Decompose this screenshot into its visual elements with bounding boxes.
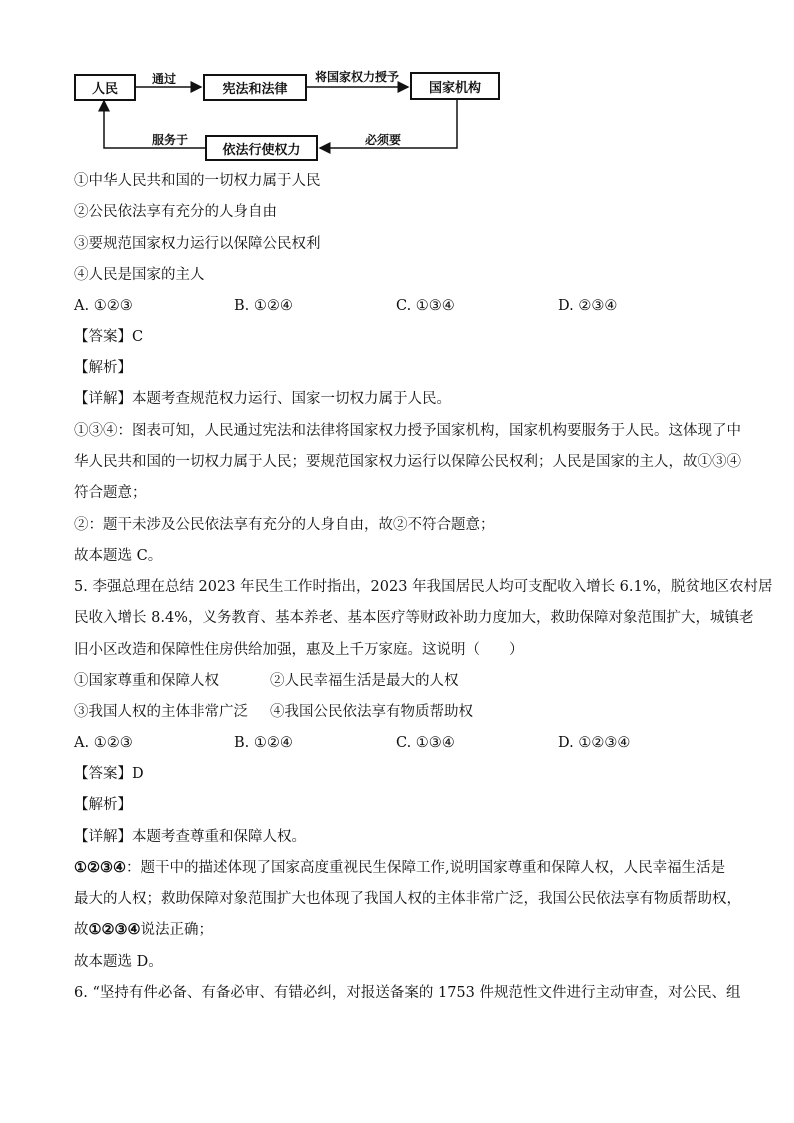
- q4-analysis-label: 【解析】: [74, 360, 132, 376]
- q5-explanation-line-3: [74, 920, 213, 940]
- q5-answer: 【答案】D: [74, 766, 144, 782]
- q4-option-b: B. ①②④: [234, 298, 293, 314]
- q5-analysis-label: 【解析】: [74, 797, 132, 813]
- edge-label-must: 必须要: [365, 133, 402, 147]
- q5-item-4: ④我国公民依法享有物质帮助权: [270, 704, 473, 720]
- q5-option-b: B. ①②④: [234, 735, 293, 751]
- edge-label-grant: 将国家权力授予: [315, 70, 400, 84]
- q5-explanation-l3-items: ①②③④: [88, 921, 141, 938]
- edge-label-serve: 服务于: [152, 133, 189, 147]
- node-people: 人民: [74, 74, 136, 101]
- q5-explanation-line-1: [74, 858, 725, 878]
- q4-item-1: ①中华人民共和国的一切权力属于人民: [74, 173, 321, 189]
- q5-item-2: ②人民幸福生活是最大的人权: [270, 673, 459, 689]
- q5-items-row-2: [74, 702, 724, 722]
- q5-explanation-l3-start: 故: [74, 922, 89, 938]
- q4-conclusion: 故本题选 C。: [74, 548, 163, 564]
- q5-option-c: C. ①③④: [396, 735, 455, 751]
- q5-detail: 【详解】本题考查尊重和保障人权。: [74, 829, 306, 845]
- q4-item-4: ④人民是国家的主人: [74, 267, 205, 283]
- q4-option-c: C. ①③④: [396, 298, 455, 314]
- q5-item-1: ①国家尊重和保障人权: [74, 673, 219, 689]
- q4-item-2: ②公民依法享有充分的人身自由: [74, 204, 277, 220]
- q5-explanation-l3-end: 说法正确；: [140, 922, 213, 938]
- q4-answer: 【答案】C: [74, 329, 144, 345]
- node-state-organs: 国家机构: [410, 72, 500, 100]
- q4-explanation-line-3: 符合题意；: [74, 485, 147, 501]
- q5-explanation-line-2: 最大的人权；救助保障对象范围扩大也体现了我国人权的主体非常广泛，我国公民依法享有物质帮助权，: [74, 891, 741, 907]
- q6-stem-line-1: 6. “坚持有件必备、有备必审、有错必纠，对报送备案的 1753 件规范性文件进行主动审查，对公民、组: [74, 985, 741, 1001]
- q4-options: [74, 296, 724, 316]
- q4-option-d: D. ②③④: [558, 298, 618, 314]
- q5-options: [74, 733, 724, 753]
- q5-stem-line-3: 旧小区改造和保障性住房供给加强，惠及上千万家庭。这说明（ ）: [74, 642, 524, 658]
- q5-conclusion: 故本题选 D。: [74, 954, 163, 970]
- q5-item-3: ③我国人权的主体非常广泛: [74, 704, 248, 720]
- q5-explanation-text-1: ：题干中的描述体现了国家高度重视民生保障工作,说明国家尊重和保障人权，人民幸福生活是: [126, 860, 726, 876]
- q4-option-a: A. ①②③: [74, 298, 133, 314]
- q4-explanation-line-1: ①③④：图表可知，人民通过宪法和法律将国家权力授予国家机构，国家机构要服务于人民。这体现了中: [74, 423, 741, 439]
- q5-option-d: D. ①②③④: [558, 735, 631, 751]
- q5-explanation-prefix: ①②③④: [74, 859, 126, 876]
- q4-item-3: ③要规范国家权力运行以保障公民权利: [74, 236, 321, 252]
- q4-detail: 【详解】本题考查规范权力运行、国家一切权力属于人民。: [74, 391, 451, 407]
- edge-label-through: 通过: [152, 72, 177, 86]
- q5-option-a: A. ①②③: [74, 735, 133, 751]
- node-constitution-law: 宪法和法律: [203, 74, 307, 101]
- q5-items-row-1: [74, 671, 724, 691]
- q4-explanation-2: ②：题干未涉及公民依法享有充分的人身自由，故②不符合题意；: [74, 517, 495, 533]
- q4-explanation-line-2: 华人民共和国的一切权力属于人民；要规范国家权力运行以保障公民权利；人民是国家的主人，故①③④: [74, 454, 741, 470]
- node-exercise-power: 依法行使权力: [205, 135, 318, 161]
- flow-diagram: [0, 0, 794, 170]
- q5-stem-line-2: 民收入增长 8.4%，义务教育、基本养老、基本医疗等财政补助力度加大，救助保障对象范围扩大，城镇老: [74, 610, 754, 626]
- q5-stem-line-1: 5. 李强总理在总结 2023 年民生工作时指出，2023 年我国居民人均可支配收入增长 6.1%，脱贫地区农村居: [74, 579, 773, 595]
